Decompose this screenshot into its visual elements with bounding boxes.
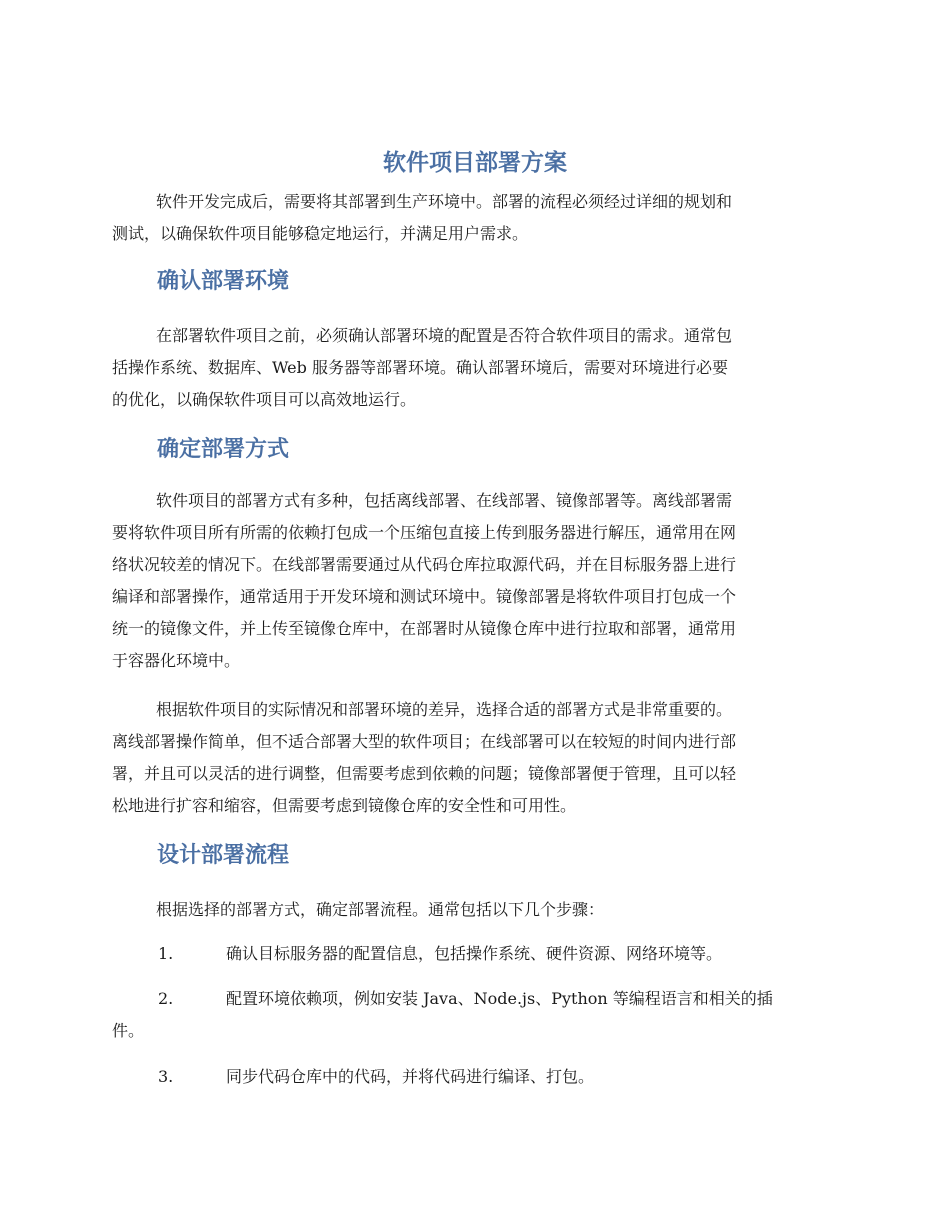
document-title: 软件项目部署方案 [383,150,567,176]
text-line: 括操作系统、数据库、Web 服务器等部署环境。确认部署环境后，需要对环境进行必要 [112,358,728,377]
text-line: 松地进行扩容和缩容，但需要考虑到镜像仓库的安全性和可用性。 [112,796,577,815]
step-text: 同步代码仓库中的代码，并将代码进行编译、打包。 [226,1067,595,1086]
text-line: 署，并且可以灵活的进行调整，但需要考虑到依赖的问题；镜像部署便于管理，且可以轻 [112,764,737,783]
text-line: 离线部署操作简单，但不适合部署大型的软件项目；在线部署可以在较短的时间内进行部 [112,732,737,751]
section-paragraph [112,485,840,677]
text-line: 根据软件项目的实际情况和部署环境的差异，选择合适的部署方式是非常重要的。 [156,700,733,719]
text-line: 软件项目的部署方式有多种，包括离线部署、在线部署、镜像部署等。离线部署需 [156,491,733,510]
text-line: 的优化，以确保软件项目可以高效地运行。 [112,390,417,409]
text-line: 要将软件项目所有所需的依赖打包成一个压缩包直接上传到服务器进行解压，通常用在网 [112,523,737,542]
step-text: 确认目标服务器的配置信息，包括操作系统、硬件资源、网络环境等。 [226,944,723,963]
step-text-continuation: 件。 [112,1021,145,1040]
text-line: 编译和部署操作，通常适用于开发环境和测试环境中。镜像部署是将软件项目打包成一个 [112,587,737,606]
intro-paragraph [112,186,840,250]
text-line: 根据选择的部署方式，确定部署流程。通常包括以下几个步骤： [156,900,605,919]
text-line: 络状况较差的情况下。在线部署需要通过从代码仓库拉取源代码，并在目标服务器上进行 [112,555,737,574]
text-line: 统一的镜像文件，并上传至镜像仓库中，在部署时从镜像仓库中进行拉取和部署，通常用 [112,619,737,638]
section-paragraph [112,320,840,416]
text-line: 在部署软件项目之前，必须确认部署环境的配置是否符合软件项目的需求。通常包 [156,326,733,345]
section-heading-deployment-method: 确定部署方式 [157,437,290,462]
text-line: 测试，以确保软件项目能够稳定地运行，并满足用户需求。 [112,224,529,243]
section-heading-deployment-process: 设计部署流程 [157,843,290,868]
text-line: 软件开发完成后，需要将其部署到生产环境中。部署的流程必须经过详细的规划和 [156,192,733,211]
step-number: 1. [158,944,174,963]
step-text: 配置环境依赖项，例如安装 Java、Node.js、Python 等编程语言和相关的插 [226,989,773,1008]
section-paragraph [112,694,840,822]
list-item-step-2 [112,983,840,1047]
text-line: 于容器化环境中。 [112,651,241,670]
list-item-step-1 [112,938,840,970]
section-paragraph [112,894,840,926]
section-heading-confirm-environment: 确认部署环境 [157,269,290,294]
list-item-step-3 [112,1061,840,1093]
step-number: 2. [158,989,174,1008]
step-number: 3. [158,1067,174,1086]
